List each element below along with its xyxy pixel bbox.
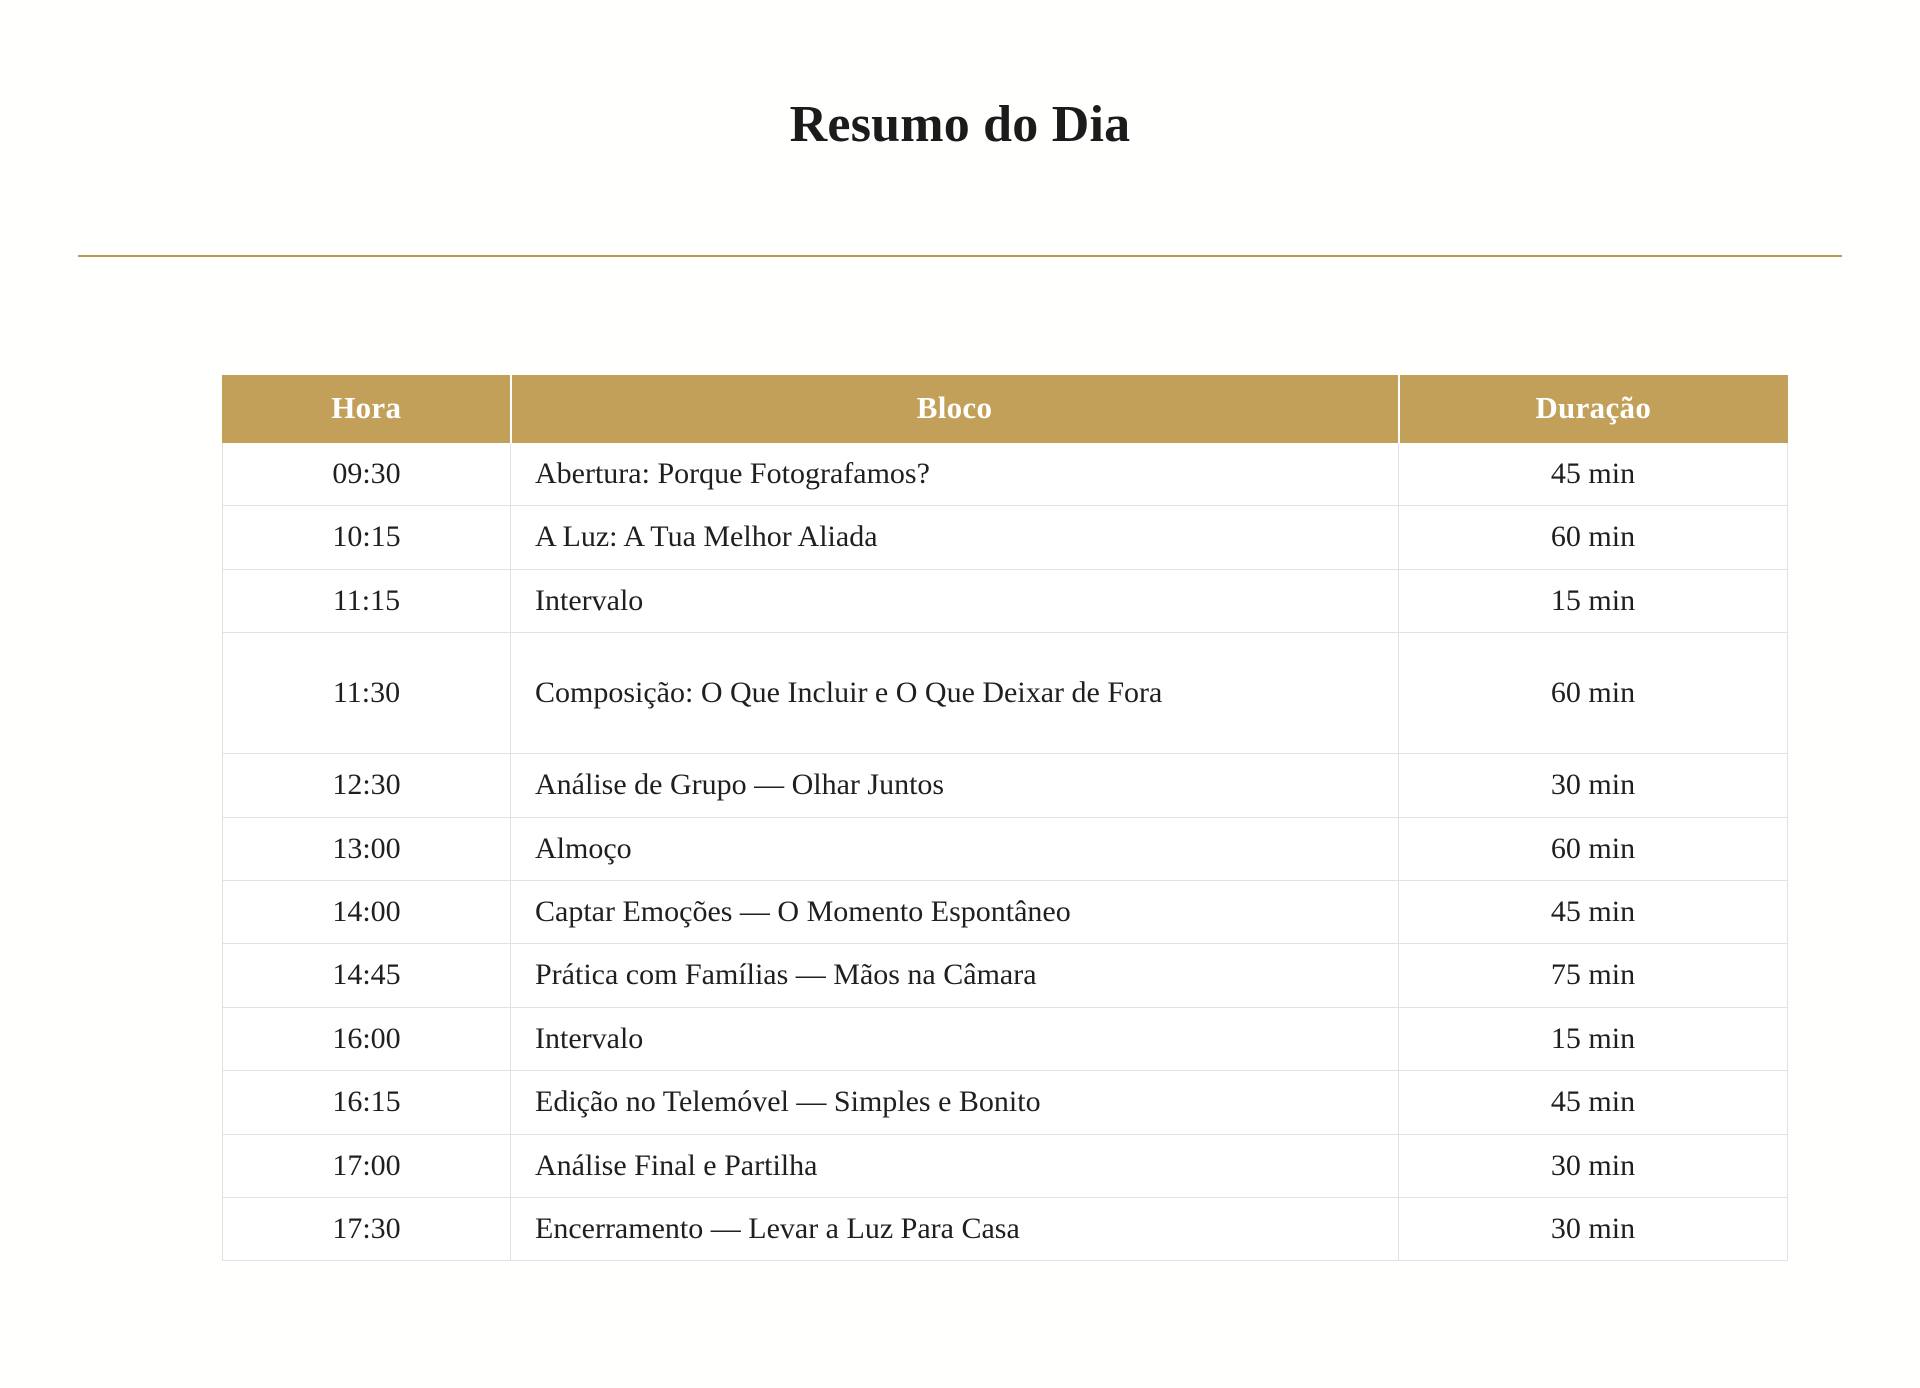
cell-hora: 09:30 [223,443,511,506]
cell-hora: 14:00 [223,880,511,943]
cell-bloco: Encerramento — Levar a Luz Para Casa [511,1197,1399,1260]
cell-duracao: 60 min [1399,506,1788,569]
table-row [223,1197,1788,1260]
header-divider [78,255,1842,257]
table-row [223,1007,1788,1070]
cell-hora: 11:30 [223,633,511,754]
page-title: Resumo do Dia [789,96,1131,153]
table-row [223,443,1788,506]
table-header-row [223,376,1788,443]
table-row [223,506,1788,569]
table-body [223,443,1788,1261]
table-row [223,1071,1788,1134]
cell-bloco: Intervalo [511,1007,1399,1070]
cell-bloco: Captar Emoções — O Momento Espontâneo [511,880,1399,943]
cell-duracao: 75 min [1399,944,1788,1007]
column-header-duracao: Duração [1399,376,1788,443]
cell-hora: 12:30 [223,754,511,817]
cell-bloco: Análise de Grupo — Olhar Juntos [511,754,1399,817]
cell-hora: 16:00 [223,1007,511,1070]
cell-duracao: 60 min [1399,633,1788,754]
cell-duracao: 30 min [1399,1134,1788,1197]
table-row [223,569,1788,632]
cell-bloco: Abertura: Porque Fotografamos? [511,443,1399,506]
column-header-hora: Hora [223,376,511,443]
schedule-table [222,375,1788,1261]
table-row [223,817,1788,880]
cell-duracao: 30 min [1399,754,1788,817]
cell-bloco: A Luz: A Tua Melhor Aliada [511,506,1399,569]
table-row [223,880,1788,943]
cell-duracao: 45 min [1399,443,1788,506]
cell-duracao: 15 min [1399,1007,1788,1070]
column-header-bloco: Bloco [511,376,1399,443]
cell-hora: 14:45 [223,944,511,1007]
cell-hora: 11:15 [223,569,511,632]
cell-duracao: 60 min [1399,817,1788,880]
cell-hora: 17:30 [223,1197,511,1260]
cell-duracao: 15 min [1399,569,1788,632]
table-row [223,754,1788,817]
cell-bloco: Composição: O Que Incluir e O Que Deixar de Fora [511,633,1399,754]
cell-hora: 10:15 [223,506,511,569]
cell-duracao: 45 min [1399,1071,1788,1134]
cell-hora: 13:00 [223,817,511,880]
table-header [223,376,1788,443]
cell-bloco: Análise Final e Partilha [511,1134,1399,1197]
cell-hora: 17:00 [223,1134,511,1197]
cell-bloco: Intervalo [511,569,1399,632]
cell-bloco: Edição no Telemóvel — Simples e Bonito [511,1071,1399,1134]
table-row [223,1134,1788,1197]
cell-bloco: Almoço [511,817,1399,880]
cell-duracao: 45 min [1399,880,1788,943]
table-row [223,944,1788,1007]
cell-hora: 16:15 [223,1071,511,1134]
cell-duracao: 30 min [1399,1197,1788,1260]
schedule-table-container [222,375,1787,1261]
table-row [223,633,1788,754]
cell-bloco: Prática com Famílias — Mãos na Câmara [511,944,1399,1007]
